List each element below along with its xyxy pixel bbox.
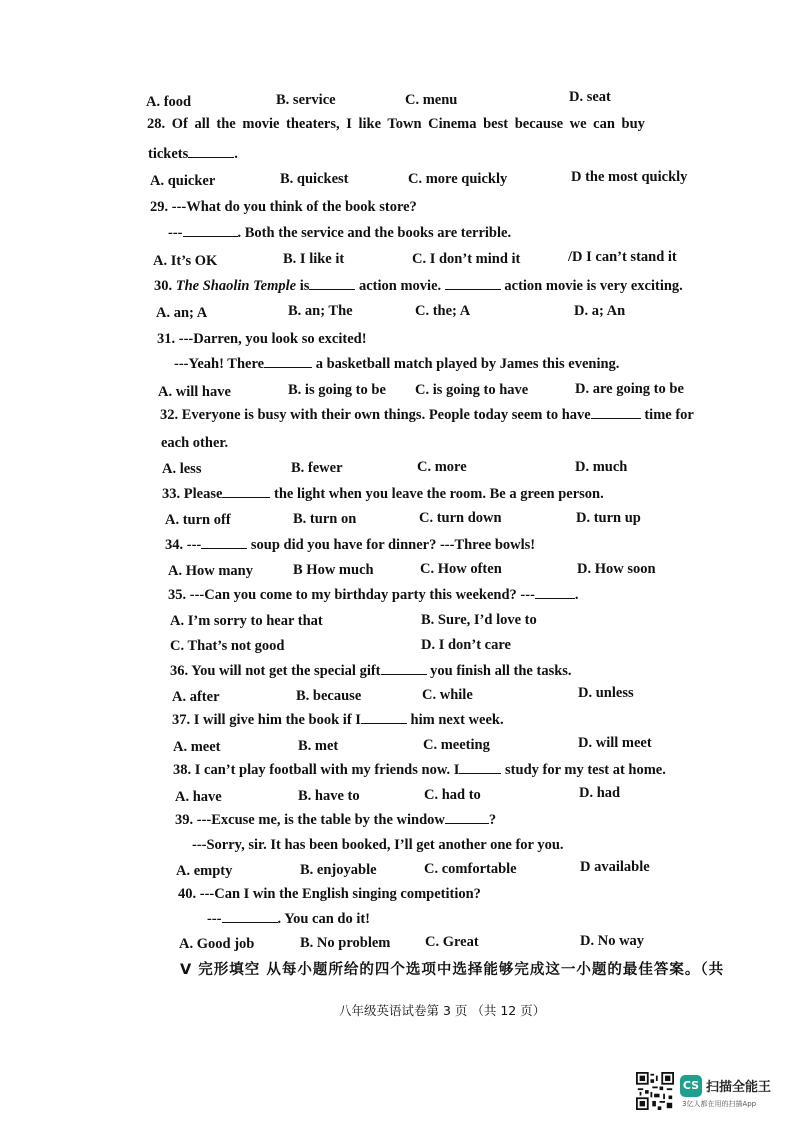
q40-option-b: B. No problem (300, 935, 391, 951)
camscanner-tagline: 3亿人都在用的扫描App (682, 1100, 757, 1108)
answer-blank (445, 822, 489, 824)
camscanner-name: 扫描全能王 (706, 1080, 772, 1095)
q33-option-d: D. turn up (576, 510, 641, 526)
answer-blank (459, 772, 501, 774)
q39-option-d: D available (580, 859, 650, 875)
q39-option-b: B. enjoyable (300, 862, 377, 878)
q39-option-a: A. empty (176, 863, 233, 879)
q33-option-a: A. turn off (165, 512, 231, 528)
q39-stem-cont: ---Sorry, sir. It has been booked, I’ll get another one for you. (192, 837, 564, 853)
q30-option-a: A. an; A (156, 305, 208, 321)
q27-option-a: A. food (146, 94, 192, 110)
q40-option-c: C. Great (425, 934, 479, 950)
q36-option-b: B. because (296, 688, 362, 704)
q37-stem: 37. I will give him the book if I him next week. (172, 712, 504, 728)
q37-option-b: B. met (298, 738, 339, 754)
q29-option-d: /D I can’t stand it (568, 249, 677, 265)
q36-stem: 36. You will not get the special gift you finish all the tasks. (170, 663, 572, 679)
answer-blank (381, 673, 427, 675)
answer-blank (445, 288, 501, 290)
q30-option-b: B. an; The (288, 303, 353, 319)
q40-stem: 40. ---Can I win the English singing competition? (178, 886, 481, 902)
q30-option-d: D. a; An (574, 303, 626, 319)
answer-blank (201, 547, 247, 549)
q34-stem: 34. --- soup did you have for dinner? ---Three bowls! (165, 537, 536, 553)
q35-option-b: B. Sure, I’d love to (421, 612, 537, 628)
q31-stem-cont: ---Yeah! There a basketball match played by James this evening. (174, 356, 620, 372)
answer-blank (222, 921, 278, 923)
q34-option-b: B How much (293, 562, 374, 578)
q40-option-a: A. Good job (179, 936, 255, 952)
q40-stem-cont: --- . You can do it! (207, 911, 371, 927)
q39-option-c: C. comfortable (424, 861, 517, 877)
q36-option-c: C. while (422, 687, 473, 703)
q35-option-a: A. I’m sorry to hear that (170, 613, 323, 629)
answer-blank (535, 597, 575, 599)
q28-stem-cont: tickets . (148, 146, 238, 162)
q32-stem-cont: each other. (161, 435, 229, 451)
q34-option-c: C. How often (420, 561, 502, 577)
q39-stem: 39. ---Excuse me, is the table by the window ? (175, 812, 497, 828)
q32-option-d: D. much (575, 459, 628, 475)
q31-option-d: D. are going to be (575, 381, 684, 397)
q32-option-a: A. less (162, 461, 202, 477)
q33-stem: 33. Please the light when you leave the room. Be a green person. (162, 486, 604, 502)
answer-blank (188, 156, 234, 158)
answer-blank (264, 366, 312, 368)
answer-blank (361, 722, 407, 724)
q40-option-d: D. No way (580, 933, 645, 949)
q36-option-a: A. after (172, 689, 220, 705)
q32-option-c: C. more (417, 459, 467, 475)
q32-option-b: B. fewer (291, 460, 343, 476)
q33-option-b: B. turn on (293, 511, 357, 527)
q27-option-d: D. seat (569, 89, 611, 105)
q28-option-b: B. quickest (280, 171, 349, 187)
q30-option-c: C. the; A (415, 303, 471, 319)
q29-option-b: B. I like it (283, 251, 345, 267)
q28-stem: 28. Of all the movie theaters, I like Town Cinema best because we can buy (147, 116, 645, 132)
q37-option-c: C. meeting (423, 737, 490, 753)
q31-stem: 31. ---Darren, you look so excited! (157, 331, 367, 347)
q37-option-a: A. meet (173, 739, 221, 755)
q38-option-b: B. have to (298, 788, 360, 804)
q30-stem: 30. The Shaolin Temple is action movie. action movie is very exciting. (154, 278, 683, 294)
q31-option-a: A. will have (158, 384, 231, 400)
q34-option-a: A. How many (168, 563, 253, 579)
q38-option-c: C. had to (424, 787, 481, 803)
q35-option-c: C. That’s not good (170, 638, 285, 654)
q29-stem: 29. ---What do you think of the book store? (150, 199, 417, 215)
answer-blank (222, 496, 270, 498)
answer-blank (183, 235, 238, 237)
q29-option-c: C. I don’t mind it (412, 251, 521, 267)
q29-stem-cont: --- . Both the service and the books are terrible. (168, 225, 512, 241)
q37-option-d: D. will meet (578, 735, 652, 751)
q34-option-d: D. How soon (577, 561, 656, 577)
q38-option-d: D. had (579, 785, 621, 801)
answer-blank (591, 417, 641, 419)
q27-option-b: B. service (276, 92, 336, 108)
q28-option-a: A. quicker (150, 173, 216, 189)
q36-option-d: D. unless (578, 685, 634, 701)
q27-option-c: C. menu (405, 92, 458, 108)
q38-stem: 38. I can’t play football with my friends now. I study for my test at home. (173, 762, 666, 778)
q35-stem: 35. ---Can you come to my birthday party this weekend? --- . (168, 587, 579, 603)
q33-option-c: C. turn down (419, 510, 502, 526)
q35-option-d: D. I don’t care (421, 637, 511, 653)
q32-stem: 32. Everyone is busy with their own things. People today seem to have time for (160, 407, 694, 423)
q31-option-b: B. is going to be (288, 382, 386, 398)
q28-option-d: D the most quickly (571, 169, 688, 185)
section-v-heading: V 完形填空 从每小题所给的四个选项中选择能够完成这一小题的最佳答案。（共 (180, 962, 725, 978)
q30-movie-title: The Shaolin Temple (175, 278, 297, 294)
answer-blank (309, 288, 355, 290)
q31-option-c: C. is going to have (415, 382, 529, 398)
q29-option-a: A. It’s OK (153, 253, 218, 269)
q28-option-c: C. more quickly (408, 171, 508, 187)
page-footer: 八年级英语试卷第 3 页 （共 12 页） (339, 1003, 546, 1018)
camscanner-logo-icon: CS (680, 1075, 702, 1097)
qr-code-icon (636, 1072, 674, 1110)
q38-option-a: A. have (175, 789, 222, 805)
